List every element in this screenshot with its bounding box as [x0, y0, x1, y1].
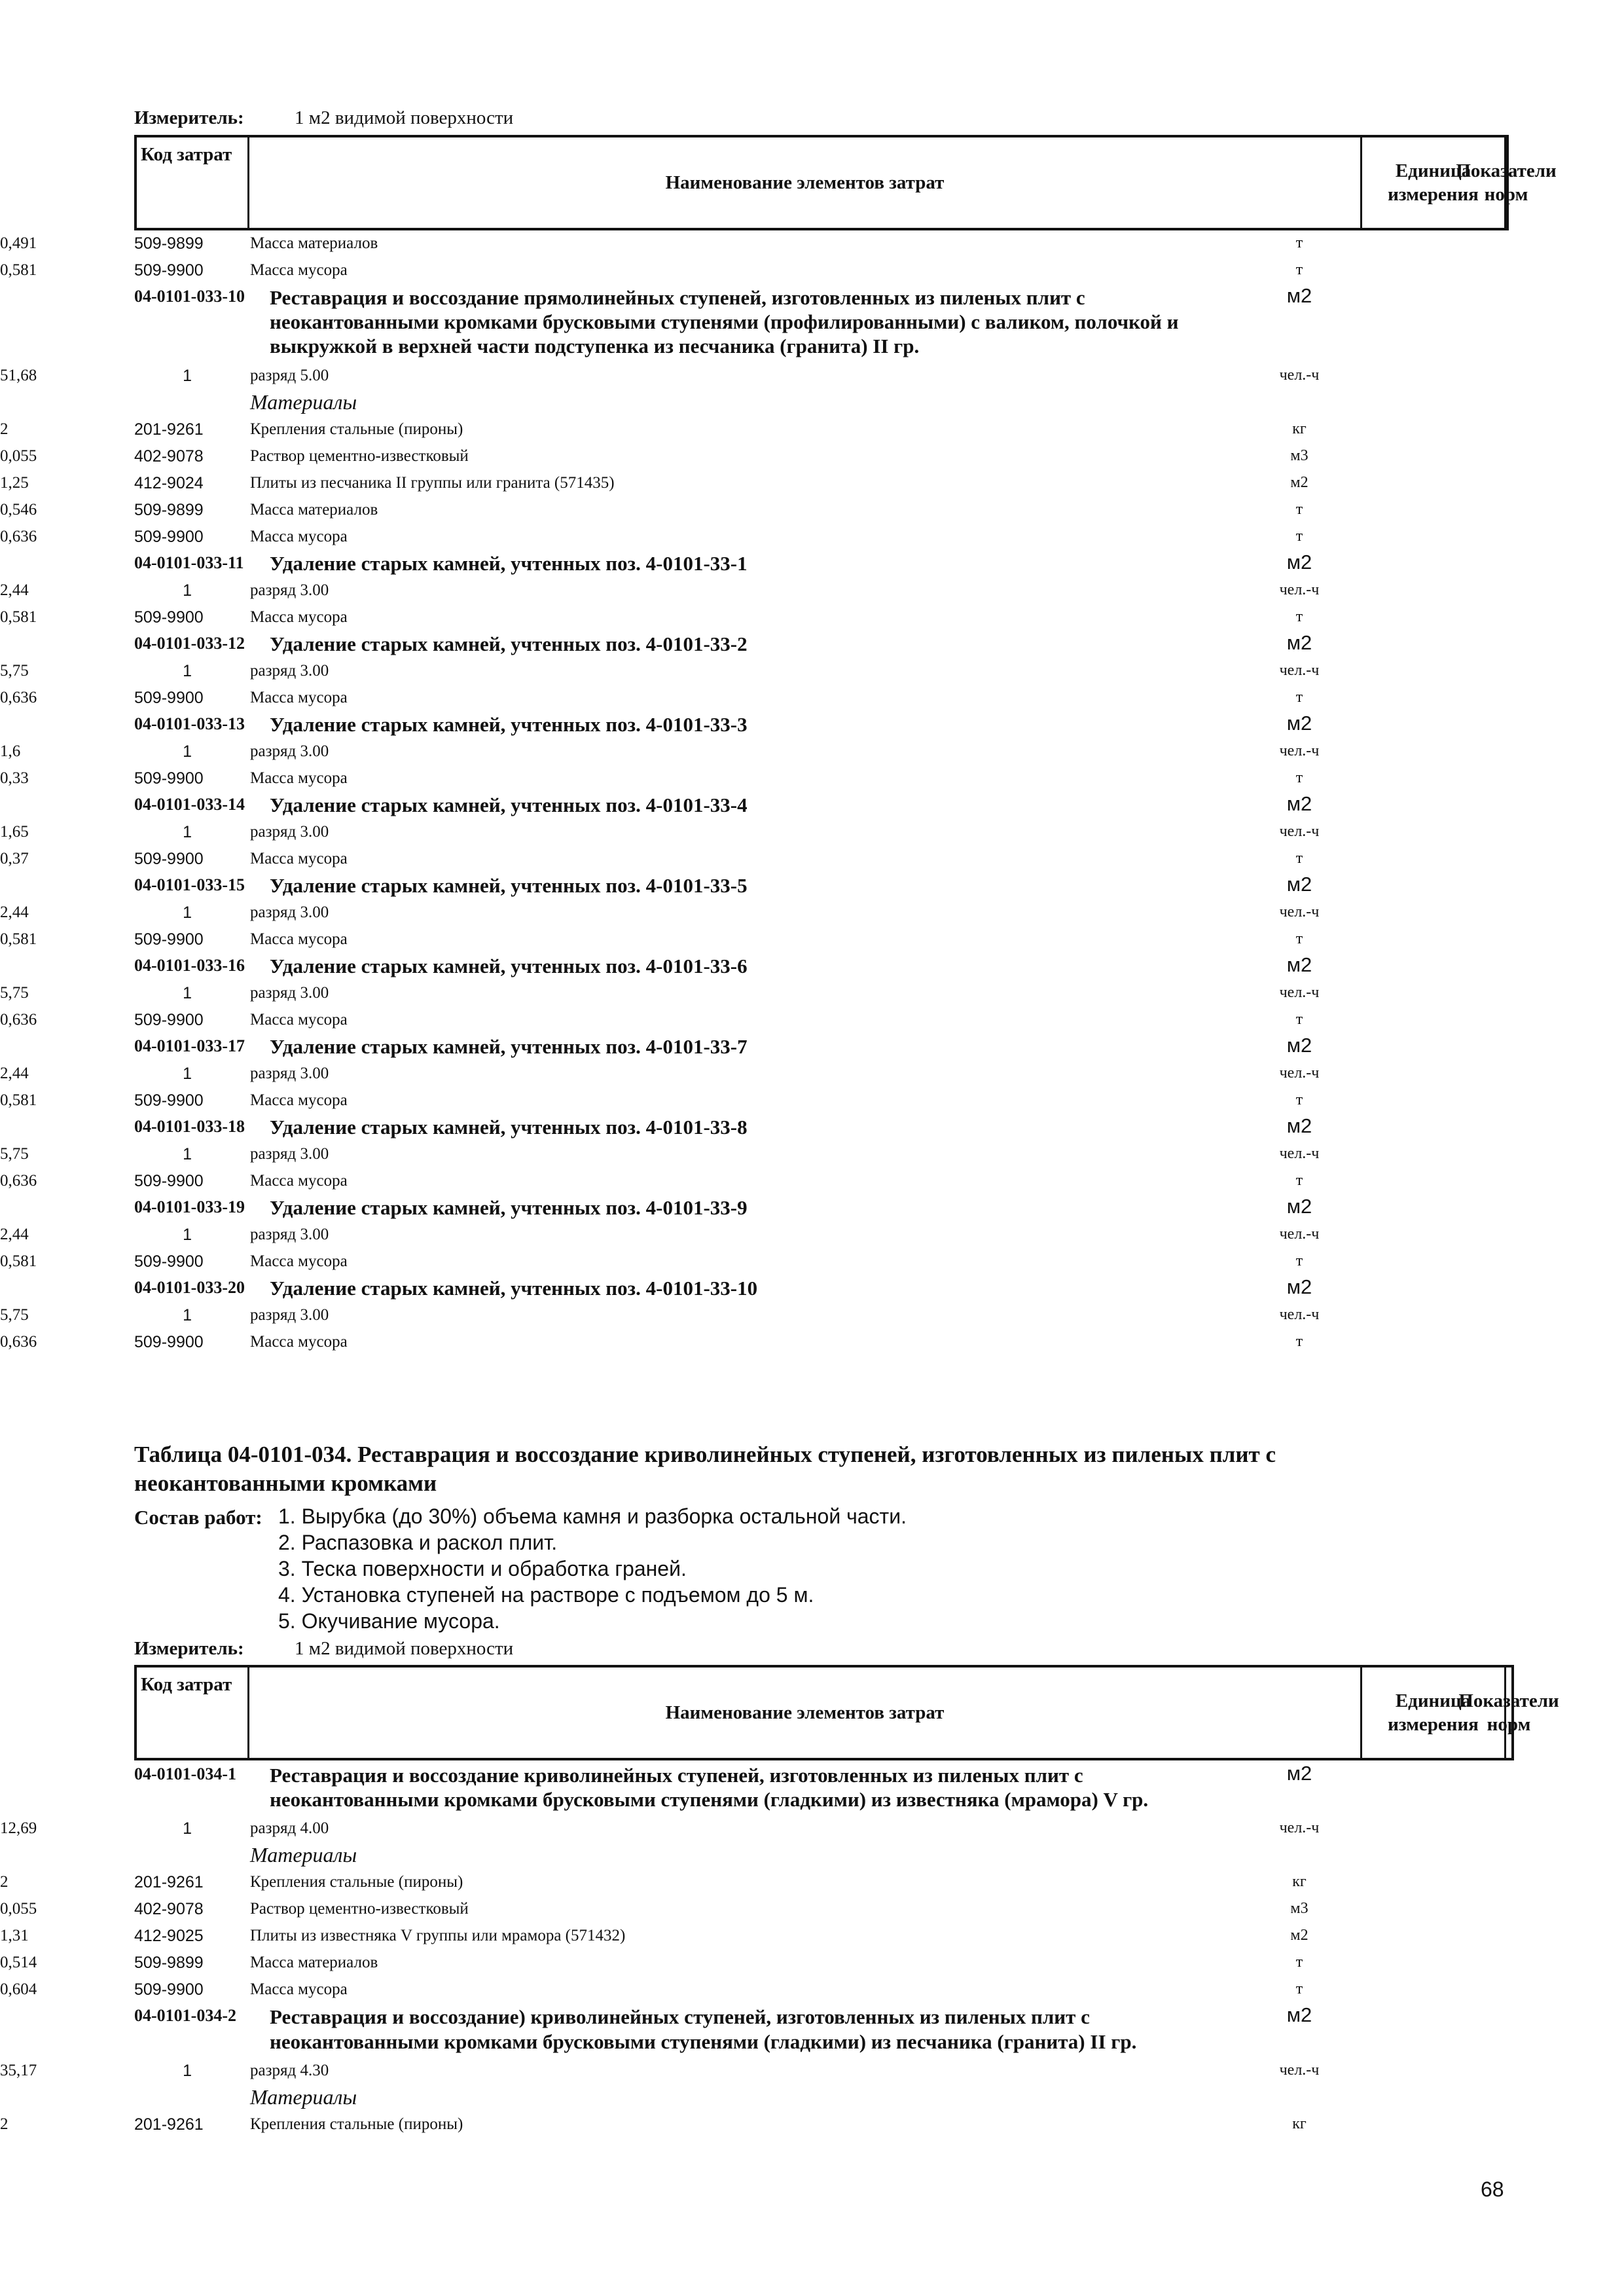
- table-row: [0, 738, 1624, 765]
- table-row: [0, 2058, 1624, 2085]
- row-value: 2,44: [0, 1064, 29, 1082]
- table-row: [0, 765, 1624, 792]
- section-heading-row: [0, 712, 1624, 738]
- row-unit: т: [1295, 527, 1303, 545]
- row-unit: м2: [1286, 1275, 1312, 1298]
- row-name: Крепления стальные (пироны): [250, 420, 463, 438]
- row-name: Масса мусора: [250, 527, 348, 545]
- col-unit-line1: Единица: [1395, 160, 1471, 181]
- col-norm-line1: Показатели: [1456, 160, 1557, 181]
- row-unit: чел.-ч: [1279, 581, 1320, 598]
- section-heading-row: [0, 1114, 1624, 1141]
- row-value: 1,65: [0, 822, 29, 841]
- row-unit: т: [1295, 500, 1303, 518]
- row-value: 0,055: [0, 1900, 37, 1918]
- page-number: 68: [1481, 2178, 1504, 2201]
- row-name: Удаление старых камней, учтенных поз. 4-0101-33-6: [270, 954, 748, 977]
- row-unit: м2: [1286, 1194, 1312, 1218]
- row-unit: м3: [1290, 446, 1308, 464]
- row-code: 509-9900: [134, 608, 204, 627]
- row-unit: м2: [1290, 473, 1308, 491]
- row-unit: м2: [1286, 872, 1312, 896]
- row-unit: т: [1295, 608, 1303, 625]
- materials-heading-row: [0, 2085, 1624, 2111]
- row-name: Крепления стальные (пироны): [250, 1873, 463, 1891]
- materials-heading-row: [0, 1842, 1624, 1869]
- section-heading-row: [0, 792, 1624, 819]
- table-body-2: [0, 1762, 1624, 2138]
- section-heading-row: [0, 2003, 1624, 2057]
- row-unit: м2: [1286, 792, 1312, 815]
- row-code: 509-9900: [134, 1252, 204, 1271]
- row-value: 0,581: [0, 608, 37, 626]
- row-code: 1: [183, 1225, 192, 1244]
- row-unit: м2: [1286, 630, 1312, 654]
- row-unit: т: [1295, 688, 1303, 706]
- row-name: Масса материалов: [250, 500, 378, 519]
- table-row: [0, 1141, 1624, 1168]
- row-unit: т: [1295, 1980, 1303, 1998]
- col-name-header: Наименование элементов затрат: [249, 1667, 1362, 1758]
- row-name: Масса мусора: [250, 1010, 348, 1029]
- table-row: [0, 900, 1624, 926]
- row-value: 5,75: [0, 661, 29, 680]
- row-code: 1: [183, 1305, 192, 1324]
- row-value: 1,31: [0, 1927, 29, 1945]
- row-name: Удаление старых камней, учтенных поз. 4-0101-33-2: [270, 632, 748, 655]
- row-unit: кг: [1292, 1873, 1307, 1891]
- row-name: Удаление старых камней, учтенных поз. 4-0101-33-9: [270, 1195, 748, 1219]
- row-code: 04-0101-033-15: [134, 875, 245, 894]
- row-value: 2,44: [0, 581, 29, 599]
- row-code: 201-9261: [134, 1873, 204, 1892]
- row-code: 509-9900: [134, 1091, 204, 1110]
- section-heading-row: [0, 873, 1624, 900]
- row-unit: чел.-ч: [1279, 1225, 1320, 1243]
- table-row: [0, 846, 1624, 873]
- row-name: разряд 4.30: [250, 2061, 329, 2079]
- measure-label: Измеритель:: [134, 1638, 244, 1659]
- section-heading-row: [0, 1195, 1624, 1222]
- row-unit: т: [1295, 1091, 1303, 1108]
- table-row: [0, 1329, 1624, 1356]
- row-value: 0,055: [0, 446, 37, 465]
- row-unit: м2: [1286, 550, 1312, 574]
- row-code: 1: [183, 742, 192, 761]
- row-value: 0,581: [0, 930, 37, 948]
- row-code: 04-0101-033-11: [134, 553, 244, 572]
- row-name: Удаление старых камней, учтенных поз. 4-0101-33-4: [270, 793, 748, 816]
- row-value: 12,69: [0, 1819, 37, 1838]
- row-name: разряд 5.00: [250, 366, 329, 384]
- row-unit: м2: [1286, 1033, 1312, 1057]
- row-code: 509-9900: [134, 1980, 204, 1999]
- row-name: Реставрация и воссоздание криволинейных ступеней, изготовленных из пиленых плит с неокантованными кромками брусковыми ступенями (гладкими) из известняка (мрамора) V гр.: [270, 1764, 1149, 1812]
- row-value: 2,44: [0, 1225, 29, 1243]
- section-heading-row: [0, 953, 1624, 980]
- table-title-2: Таблица 04-0101-034. Реставрация и воссоздание криволинейных ступеней, изготовленных из пиленых плит с неокантованными кромками: [134, 1442, 1276, 1497]
- row-code: 509-9900: [134, 1171, 204, 1190]
- row-unit: м2: [1286, 711, 1312, 735]
- row-code: 509-9899: [134, 234, 204, 253]
- row-code: 1: [183, 1819, 192, 1838]
- col-norm-line2: норм: [1487, 1714, 1531, 1735]
- row-code: 509-9899: [134, 1954, 204, 1973]
- section-heading-row: [0, 284, 1624, 363]
- row-code: 509-9900: [134, 930, 204, 949]
- table-row: [0, 230, 1624, 257]
- row-name: Удаление старых камней, учтенных поз. 4-0101-33-8: [270, 1115, 748, 1139]
- row-name: Удаление старых камней, учтенных поз. 4-0101-33-1: [270, 551, 748, 575]
- row-unit: чел.-ч: [1279, 1064, 1320, 1082]
- row-value: 0,491: [0, 234, 37, 252]
- row-value: 35,17: [0, 2061, 37, 2079]
- row-unit: м2: [1286, 953, 1312, 976]
- measure-label: Измеритель:: [134, 107, 244, 128]
- section-heading-row: [0, 551, 1624, 577]
- table-row: [0, 524, 1624, 551]
- row-code: 509-9899: [134, 500, 204, 519]
- row-name: Плиты из известняка V группы или мрамора (571432): [250, 1927, 626, 1945]
- row-name: Масса материалов: [250, 1954, 378, 1972]
- table-body-1: [0, 230, 1624, 1356]
- table-row: [0, 443, 1624, 470]
- row-code: 509-9900: [134, 1332, 204, 1351]
- row-value: 2: [0, 420, 9, 438]
- row-code: 1: [183, 366, 192, 385]
- row-code: 402-9078: [134, 1900, 204, 1919]
- row-code: 04-0101-034-2: [134, 2006, 236, 2026]
- works-item: 1. Вырубка (до 30%) объема камня и разборка остальной части.: [278, 1504, 907, 1528]
- row-name: разряд 3.00: [250, 581, 329, 599]
- row-name: разряд 3.00: [250, 661, 329, 680]
- row-name: Раствор цементно-известковый: [250, 446, 469, 465]
- table-header-2: [134, 1665, 1559, 1760]
- row-name: разряд 4.00: [250, 1819, 329, 1838]
- row-unit: чел.-ч: [1279, 2061, 1320, 2079]
- row-code: 509-9900: [134, 769, 204, 788]
- section-heading-row: [0, 1275, 1624, 1302]
- row-code: 1: [183, 581, 192, 600]
- row-value: 0,636: [0, 1010, 37, 1029]
- row-name: Масса мусора: [250, 769, 348, 787]
- row-value: 2,44: [0, 903, 29, 921]
- row-unit: кг: [1292, 420, 1307, 437]
- table-row: [0, 577, 1624, 604]
- row-value: 0,546: [0, 500, 37, 519]
- row-code: 509-9900: [134, 527, 204, 546]
- row-unit: м2: [1290, 1927, 1308, 1944]
- row-name: разряд 3.00: [250, 1144, 329, 1163]
- row-unit: т: [1295, 1332, 1303, 1350]
- row-name: разряд 3.00: [250, 903, 329, 921]
- col-norm-line2: норм: [1484, 184, 1528, 205]
- row-name: разряд 3.00: [250, 742, 329, 760]
- row-name: разряд 3.00: [250, 1305, 329, 1324]
- row-code: 201-9261: [134, 420, 204, 439]
- row-code: 509-9900: [134, 688, 204, 707]
- row-name: Масса мусора: [250, 1332, 348, 1351]
- col-unit-line2: измерения: [1388, 184, 1479, 205]
- table-row: [0, 1977, 1624, 2003]
- row-unit: м3: [1290, 1900, 1308, 1918]
- row-unit: чел.-ч: [1279, 1305, 1320, 1323]
- row-code: 1: [183, 903, 192, 922]
- row-unit: кг: [1292, 2115, 1307, 2132]
- row-unit: м2: [1286, 2003, 1312, 2027]
- section-heading-row: [0, 1034, 1624, 1061]
- row-unit: чел.-ч: [1279, 661, 1320, 679]
- table-row: [0, 1302, 1624, 1329]
- row-value: 0,33: [0, 769, 29, 787]
- row-unit: т: [1295, 1954, 1303, 1971]
- row-code: 1: [183, 822, 192, 841]
- row-name: разряд 3.00: [250, 1225, 329, 1243]
- table-row: [0, 416, 1624, 443]
- measure-line-2: [134, 1638, 513, 1660]
- table-row: [0, 470, 1624, 497]
- row-code: 412-9024: [134, 473, 204, 492]
- row-name: Раствор цементно-известковый: [250, 1900, 469, 1918]
- works-list: [278, 1504, 907, 1635]
- row-unit: м2: [1286, 1114, 1312, 1137]
- row-name: Материалы: [250, 1843, 357, 1867]
- table-row: [0, 257, 1624, 284]
- row-unit: т: [1295, 1171, 1303, 1189]
- row-value: 1,25: [0, 473, 29, 492]
- row-unit: т: [1295, 769, 1303, 786]
- row-value: 0,636: [0, 688, 37, 706]
- row-name: Крепления стальные (пироны): [250, 2115, 463, 2133]
- table-row: [0, 2111, 1624, 2138]
- table-row: [0, 1815, 1624, 1842]
- row-code: 509-9900: [134, 261, 204, 280]
- row-value: 0,514: [0, 1954, 37, 1972]
- row-unit: т: [1295, 1010, 1303, 1028]
- table-row: [0, 1896, 1624, 1923]
- row-value: 0,636: [0, 527, 37, 545]
- row-value: 0,37: [0, 849, 29, 867]
- row-value: 1,6: [0, 742, 21, 760]
- section-heading-row: [0, 1762, 1624, 1815]
- row-code: 509-9900: [134, 1010, 204, 1029]
- row-code: 1: [183, 661, 192, 680]
- row-name: Масса мусора: [250, 930, 348, 948]
- row-code: 04-0101-033-20: [134, 1277, 245, 1297]
- row-value: 0,636: [0, 1171, 37, 1190]
- works-item: 3. Теска поверхности и обработка граней.: [278, 1557, 687, 1580]
- row-code: 1: [183, 983, 192, 1002]
- row-code: 402-9078: [134, 446, 204, 465]
- table-row: [0, 658, 1624, 685]
- row-name: Масса мусора: [250, 688, 348, 706]
- row-unit: т: [1295, 930, 1303, 947]
- row-code: 04-0101-033-17: [134, 1036, 245, 1055]
- row-code: 04-0101-034-1: [134, 1764, 236, 1783]
- table-row: [0, 604, 1624, 631]
- table-row: [0, 363, 1624, 390]
- col-unit-line1: Единица: [1395, 1690, 1471, 1711]
- works-item: 2. Распазовка и раскол плит.: [278, 1531, 558, 1554]
- row-code: 201-9261: [134, 2115, 204, 2134]
- col-unit-line2: измерения: [1388, 1714, 1479, 1735]
- row-name: Удаление старых камней, учтенных поз. 4-0101-33-3: [270, 712, 748, 736]
- col-norm-header: [1458, 1667, 1559, 1758]
- row-unit: чел.-ч: [1279, 742, 1320, 759]
- row-code: 04-0101-033-18: [134, 1116, 245, 1136]
- row-value: 0,581: [0, 1091, 37, 1109]
- col-code-header: Код затрат: [137, 137, 249, 228]
- row-code: 1: [183, 1144, 192, 1163]
- row-value: 5,75: [0, 983, 29, 1002]
- col-code-header: Код затрат: [137, 1667, 249, 1758]
- table-row: [0, 497, 1624, 524]
- row-name: разряд 3.00: [250, 1064, 329, 1082]
- works-item: 4. Установка ступеней на растворе с подъемом до 5 м.: [278, 1583, 814, 1607]
- row-unit: т: [1295, 234, 1303, 251]
- table-row: [0, 685, 1624, 712]
- row-name: разряд 3.00: [250, 983, 329, 1002]
- materials-heading-row: [0, 390, 1624, 416]
- table-row: [0, 1007, 1624, 1034]
- row-unit: чел.-ч: [1279, 1144, 1320, 1162]
- row-unit: чел.-ч: [1279, 903, 1320, 920]
- row-code: 412-9025: [134, 1927, 204, 1946]
- measure-value: 1 м2 видимой поверхности: [295, 1638, 514, 1659]
- table-header-1: [134, 135, 1557, 230]
- row-name: Масса мусора: [250, 1252, 348, 1270]
- row-value: 0,604: [0, 1980, 37, 1999]
- table-row: [0, 1923, 1624, 1950]
- table-row: [0, 1222, 1624, 1248]
- table-row: [0, 1087, 1624, 1114]
- row-name: Масса мусора: [250, 1091, 348, 1109]
- row-value: 5,75: [0, 1144, 29, 1163]
- row-name: Удаление старых камней, учтенных поз. 4-0101-33-5: [270, 873, 748, 897]
- row-unit: чел.-ч: [1279, 983, 1320, 1001]
- row-unit: т: [1295, 261, 1303, 278]
- row-unit: чел.-ч: [1279, 822, 1320, 840]
- row-name: Материалы: [250, 390, 357, 414]
- row-code: 509-9900: [134, 849, 204, 868]
- col-name-header: Наименование элементов затрат: [249, 137, 1362, 228]
- table-row: [0, 1248, 1624, 1275]
- row-value: 5,75: [0, 1305, 29, 1324]
- table-row: [0, 926, 1624, 953]
- row-code: 1: [183, 2061, 192, 2080]
- row-code: 1: [183, 1064, 192, 1083]
- row-name: Масса мусора: [250, 849, 348, 867]
- section-heading-row: [0, 631, 1624, 658]
- row-name: Реставрация и воссоздание прямолинейных ступеней, изготовленных из пиленых плит с неокантованными кромками брусковыми ступенями (профилированными) с валиком, полочкой и выкружкой в верхней части подступенка из песчаника (гранита) II гр.: [270, 286, 1179, 358]
- row-unit: чел.-ч: [1279, 1819, 1320, 1837]
- measure-line-1: [134, 107, 513, 129]
- table-row: [0, 1061, 1624, 1087]
- row-value: 2: [0, 1873, 9, 1891]
- row-unit: т: [1295, 1252, 1303, 1269]
- row-code: 04-0101-033-12: [134, 633, 245, 653]
- row-code: 04-0101-033-10: [134, 287, 245, 306]
- row-name: Масса материалов: [250, 234, 378, 252]
- row-name: Удаление старых камней, учтенных поз. 4-0101-33-7: [270, 1034, 748, 1058]
- measure-value: 1 м2 видимой поверхности: [295, 107, 514, 128]
- table-row: [0, 1168, 1624, 1195]
- row-unit: м2: [1286, 1762, 1312, 1785]
- row-code: 04-0101-033-19: [134, 1197, 245, 1216]
- row-unit: м2: [1286, 284, 1312, 307]
- row-unit: чел.-ч: [1279, 366, 1320, 384]
- row-value: 0,581: [0, 1252, 37, 1270]
- works-item: 5. Окучивание мусора.: [278, 1609, 500, 1633]
- row-value: 2: [0, 2115, 9, 2133]
- row-name: Масса мусора: [250, 1171, 348, 1190]
- works-label: Состав работ:: [134, 1506, 262, 1529]
- row-name: Плиты из песчаника II группы или гранита (571435): [250, 473, 615, 492]
- row-code: 04-0101-033-13: [134, 714, 245, 733]
- row-unit: т: [1295, 849, 1303, 867]
- row-value: 0,581: [0, 261, 37, 279]
- table-row: [0, 1869, 1624, 1896]
- row-value: 0,636: [0, 1332, 37, 1351]
- row-name: Материалы: [250, 2085, 357, 2109]
- table-row: [0, 819, 1624, 846]
- row-name: Удаление старых камней, учтенных поз. 4-0101-33-10: [270, 1276, 758, 1300]
- row-name: разряд 3.00: [250, 822, 329, 841]
- row-name: Масса мусора: [250, 1980, 348, 1999]
- row-code: 04-0101-033-16: [134, 955, 245, 975]
- row-name: Масса мусора: [250, 261, 348, 279]
- col-norm-line1: Показатели: [1458, 1690, 1559, 1711]
- row-name: Реставрация и воссоздание) криволинейных ступеней, изготовленных из пиленых плит с неокантованными кромками брусковыми ступенями (гладкими) из песчаника (гранита) II гр.: [270, 2005, 1137, 2053]
- row-name: Масса мусора: [250, 608, 348, 626]
- row-value: 51,68: [0, 366, 37, 384]
- table-row: [0, 980, 1624, 1007]
- row-code: 04-0101-033-14: [134, 794, 245, 814]
- table-row: [0, 1950, 1624, 1977]
